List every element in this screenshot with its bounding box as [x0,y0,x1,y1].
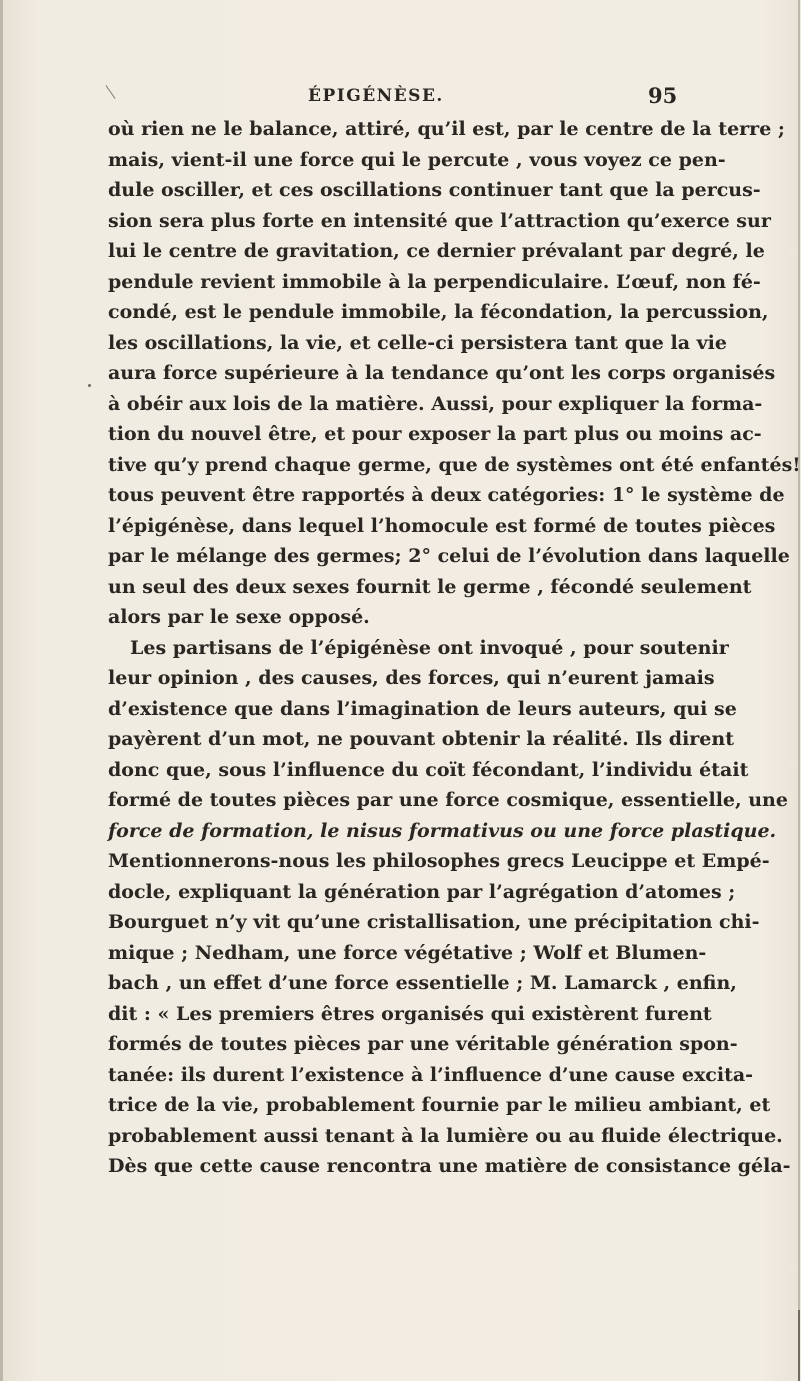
text-line: trice de la vie, probablement fournie par le milieu ambiant, et [108,1094,771,1116]
page-header [0,83,800,116]
text-line: d’existence que dans l’imagination de leurs auteurs, qui se [108,697,737,720]
text-line: mique ; Nedham, une force végétative ; Wolf et Blumen- [108,941,707,964]
text-line: pendule revient immobile à la perpendiculaire. L’œuf, non fé- [108,270,761,293]
text-line: à obéir aux lois de la matière. Aussi, pour expliquer la forma- [108,392,763,415]
text-line: dule osciller, et ces oscillations continuer tant que la percus- [108,179,761,201]
text-line: donc que, sous l’influence du coït fécondant, l’individu était [108,758,749,781]
page-corner-mark [798,1310,800,1381]
text-line: lui le centre de gravitation, ce dernier prévalant par degré, le [108,240,765,262]
text-line: alors par le sexe opposé. [108,606,370,628]
text-line: tion du nouvel être, et pour exposer la part plus ou moins ac- [108,423,762,445]
page-left-edge [0,0,3,1381]
body-text [108,114,801,1182]
text-line: payèrent d’un mot, ne pouvant obtenir la réalité. Ils dirent [108,728,734,750]
page-number: 95 [648,83,678,108]
page-right-edge [798,0,800,1381]
paragraph-start-line: Les partisans de l’épigénèse ont invoqué , pour soutenir [130,636,729,659]
text-line: tive qu’y prend chaque germe, que de systèmes ont été enfantés! [108,453,801,476]
text-line: Bourguet n’y vit qu’une cristallisation, une précipitation chi- [108,911,760,933]
text-line: tanée: ils durent l’existence à l’influence d’une cause excita- [108,1063,754,1086]
text-line: condé, est le pendule immobile, la fécondation, la percussion, [108,301,769,323]
margin-dot-icon [88,384,91,387]
text-line: mais, vient-il une force qui le percute , vous voyez ce pen- [108,148,726,171]
text-line: docle, expliquant la génération par l’agrégation d’atomes ; [108,880,736,903]
text-line: un seul des deux sexes fournit le germe , fécondé seulement [108,575,752,598]
text-line: sion sera plus forte en intensité que l’attraction qu’exerce sur [108,209,771,232]
text-line: bach , un effet d’une force essentielle ; M. Lamarck , enfin, [108,972,737,994]
text-line: par le mélange des germes; 2° celui de l’évolution dans laquelle [108,545,790,567]
text-line: Dès que cette cause rencontra une matière de consistance géla- [108,1155,791,1177]
text-line: où rien ne le balance, attiré, qu’il est, par le centre de la terre ; [108,118,785,140]
text-line: leur opinion , des causes, des forces, qui n’eurent jamais [108,667,715,689]
text-line: dit : « Les premiers êtres organisés qui existèrent furent [108,1002,712,1025]
stray-mark-icon [106,85,116,99]
text-line: force de formation, le nisus formativus ou une force plastique. [108,819,777,842]
running-title: ÉPIGÉNÈSE. [308,86,444,106]
text-line: formé de toutes pièces par une force cosmique, essentielle, une [108,789,788,811]
text-line: l’épigénèse, dans lequel l’homocule est formé de toutes pièces [108,514,776,537]
text-line: formés de toutes pièces par une véritable génération spon- [108,1033,738,1055]
text-line: Mentionnerons-nous les philosophes grecs Leucippe et Empé- [108,850,770,872]
text-line: probablement aussi tenant à la lumière ou au fluide électrique. [108,1124,783,1147]
text-line: aura force supérieure à la tendance qu’ont les corps organisés [108,362,776,384]
text-line: les oscillations, la vie, et celle-ci persistera tant que la vie [108,331,727,354]
text-line: tous peuvent être rapportés à deux catégories: 1° le système de [108,484,785,506]
